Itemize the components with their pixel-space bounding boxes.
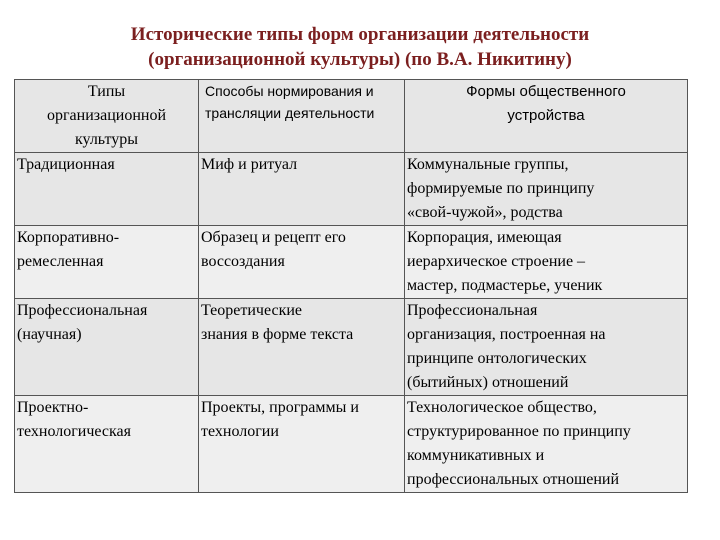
header-text: Типы (87, 83, 126, 100)
cell-social-form (405, 226, 688, 299)
header-text: организационной (46, 107, 167, 124)
cell-text: воссоздания (201, 253, 285, 270)
cell-text: Профессиональная (17, 302, 148, 319)
cell-culture-type (15, 226, 199, 299)
cell-text: технологическая (17, 423, 131, 440)
header-text: Формы общественного (466, 83, 626, 100)
header-text: Способы нормирования и (205, 83, 374, 99)
cell-social-form (405, 396, 688, 493)
cell-text: Миф и ритуал (201, 156, 298, 173)
header-methods (199, 80, 405, 153)
title-line-2: (организационной культуры) (по В.А. Никитину) (148, 49, 572, 70)
cell-text: знания в форме текста (201, 326, 354, 343)
cell-text: (научная) (17, 326, 82, 343)
cell-social-form (405, 153, 688, 226)
cell-method (199, 153, 405, 226)
culture-types-table (14, 79, 688, 493)
cell-text: Теоретические (201, 302, 303, 319)
page-title (0, 22, 720, 72)
header-text: культуры (74, 131, 139, 148)
cell-text: технологии (201, 423, 279, 440)
title-line-1: Исторические типы форм организации деятельности (130, 24, 590, 45)
cell-text: ремесленная (17, 253, 104, 270)
cell-text: Профессиональная (407, 302, 538, 319)
cell-text: Образец и рецепт его (201, 229, 346, 246)
cell-method (199, 226, 405, 299)
cell-text: (бытийных) отношений (407, 374, 569, 391)
cell-text: Проекты, программы и (201, 399, 359, 416)
cell-text: структурированное по принципу (407, 423, 631, 440)
cell-text: Традиционная (17, 156, 115, 173)
cell-text: коммуникативных и (407, 447, 545, 464)
cell-text: Корпорация, имеющая (407, 229, 562, 246)
cell-culture-type (15, 153, 199, 226)
table-row (15, 396, 688, 493)
cell-culture-type (15, 396, 199, 493)
cell-text: Проектно- (17, 399, 89, 416)
header-culture-types (15, 80, 199, 153)
header-social-forms (405, 80, 688, 153)
table-row (15, 226, 688, 299)
cell-text: профессиональных отношений (407, 471, 620, 488)
cell-text: Технологическое общество, (407, 399, 597, 416)
cell-method (199, 299, 405, 396)
cell-text: Коммунальные группы, (407, 156, 569, 173)
cell-text: мастер, подмастерье, ученик (407, 277, 603, 294)
cell-text: иерархическое строение – (407, 253, 586, 270)
cell-text: формируемые по принципу (407, 180, 595, 197)
cell-culture-type (15, 299, 199, 396)
header-text: трансляции деятельности (205, 105, 375, 121)
table-row (15, 153, 688, 226)
cell-method (199, 396, 405, 493)
cell-text: «свой-чужой», родства (407, 204, 563, 221)
cell-text: организация, построенная на (407, 326, 606, 343)
cell-text: Корпоративно- (17, 229, 120, 246)
cell-social-form (405, 299, 688, 396)
header-text: устройства (507, 107, 585, 124)
cell-text: принципе онтологических (407, 350, 587, 367)
table-row (15, 299, 688, 396)
table-header-row (15, 80, 688, 153)
